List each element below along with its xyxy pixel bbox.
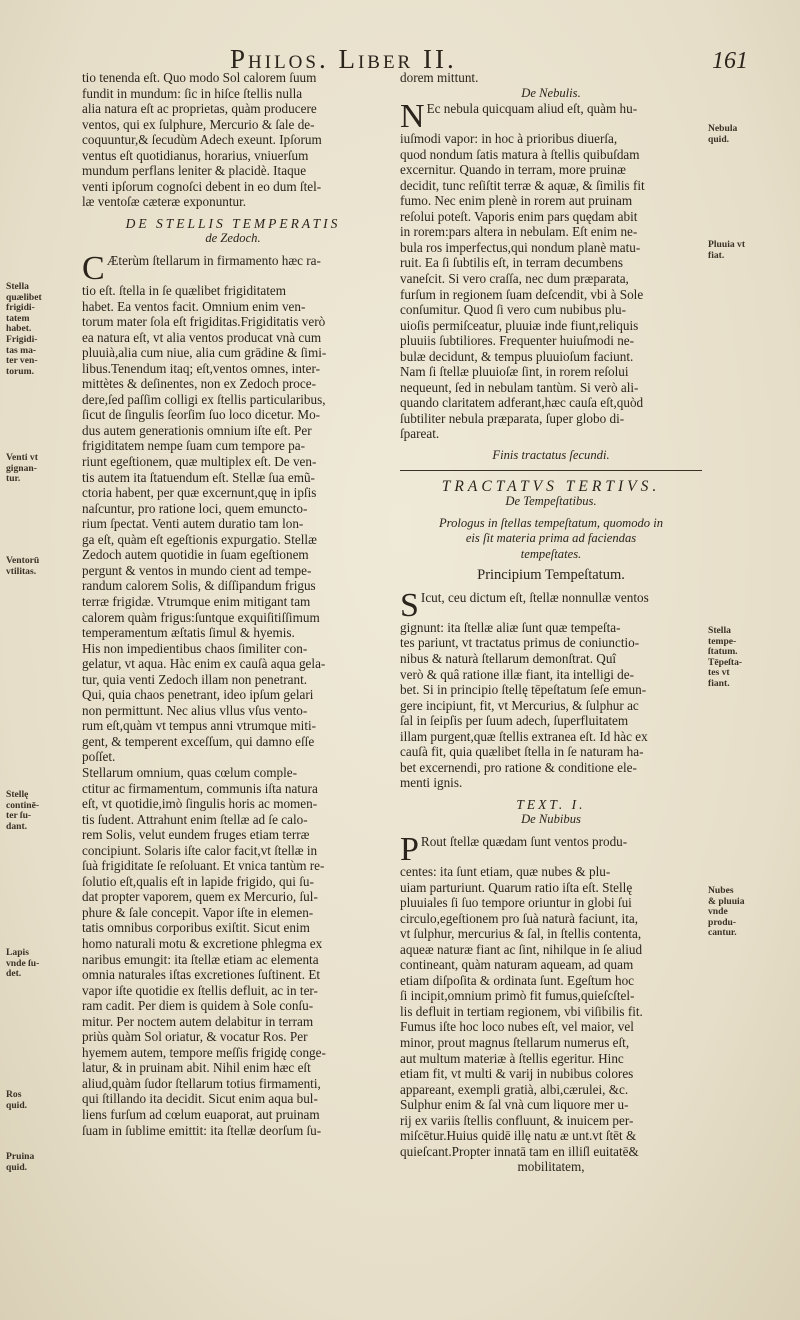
line-text: ventos, qui ex ſulphure, Mercurio & ſale de- (82, 116, 315, 132)
line-text: fumo. Nec enim plenè in rorem aut pruinam (400, 193, 633, 209)
text-line (82, 438, 384, 454)
text-line (82, 920, 384, 936)
text-line (82, 610, 384, 626)
line-text: torum mater ſola eſt frigiditas.Frigiditatis verò (82, 314, 326, 330)
drop-capital: C (82, 253, 105, 284)
line-text: tempeſtates. (520, 546, 582, 561)
line-text: rum eſt,quàm vt tempus anni vtrumque miti- (82, 718, 317, 734)
line-text: Prologus in ſtellas tempeſtatum, quomodo in (438, 515, 664, 530)
text-line (400, 1066, 702, 1082)
text-line (82, 1107, 384, 1123)
text-line (82, 330, 384, 346)
text-line (82, 407, 384, 423)
line-text: Ec nebula quicquam aliud eſt, quàm hu- (426, 101, 638, 117)
line-text: excernitur. Quando in terram, more pruinæ (400, 162, 626, 178)
text-line (400, 797, 702, 813)
line-text: tes pariunt, vt tractatus primus de coniunctio- (400, 635, 640, 651)
line-text: Rout ſtellæ quædam ſunt ventos produ- (420, 833, 628, 849)
text-line (400, 1144, 702, 1160)
text-line (82, 299, 384, 315)
text-line (400, 1128, 702, 1144)
line-text: eis ſit materia prima ad faciendas (465, 531, 637, 546)
line-text: vaneſcit. Si vero craſſa, nec dum præparata, (400, 271, 629, 287)
line-text: etiam diſpoſita & ordinata ſunt. Egeſtum hoc (400, 972, 635, 988)
line-text: dus autem generationis omnium iſte eſt. Per (82, 422, 312, 438)
text-line (82, 749, 384, 765)
line-text: bet. Si in principio ſtellę tēpeſtatum ſeſe emun- (400, 682, 647, 698)
line-text: ga eſt, quàm eſt egeſtionis expurgatio. Stellæ (82, 531, 317, 547)
text-line (400, 178, 702, 194)
text-line (82, 858, 384, 874)
line-text: habet. Ea ventos facit. Omnium enim ven- (82, 298, 306, 314)
right-text-column (400, 70, 702, 1175)
text-line (82, 179, 384, 195)
text-line (82, 1123, 384, 1139)
line-text: coquuntur,& ſecudùm Adech exeunt. Ipſorum (82, 132, 322, 148)
line-text: DE STELLIS TEMPERATIS (125, 215, 341, 231)
line-text: omnia naturales iſtas excretiones ſuſtinent. Et (82, 967, 321, 983)
margin-note: Nubes & pluuia vnde produ- cantur. (708, 885, 745, 939)
line-text: furſum in regionem ſuam deſcendit, vbi à Sole (400, 286, 644, 302)
line-text: miſcētur.Huius quidē illę natu æ unt.vt ſtēt & (400, 1128, 637, 1144)
text-line (400, 224, 702, 240)
text-line (82, 1029, 384, 1045)
line-text: latur, & in pruinam abit. Nihil enim hæc eſt (82, 1060, 311, 1076)
drop-capital: S (400, 589, 419, 620)
line-text: riunt egeſtionem, quæ multiplex eſt. De ven- (82, 454, 317, 470)
text-line (82, 874, 384, 890)
line-text: priùs quàm Sol oriatur, & vocatur Ros. Per (82, 1029, 308, 1045)
text-line (400, 1051, 702, 1067)
line-text: Sulphur enim & ſal vnà cum liquore mer u- (400, 1097, 629, 1113)
line-text: quando claritatem adferant,hæc cauſa eſt,quòd (400, 395, 644, 411)
line-text: pluuià,alia cum niue, alia cum grādine & ſimi- (82, 345, 327, 361)
text-line (82, 952, 384, 968)
text-line (82, 470, 384, 486)
line-text: aut multum materiæ à ſtellis egeritur. Hinc (400, 1050, 624, 1066)
line-text: qui ſtillando ita decidit. Sicut enim aqua bul- (82, 1091, 318, 1107)
text-line (400, 255, 702, 271)
line-text: aliud,quàm ſudor ſtellarum totius firmamenti, (82, 1075, 321, 1091)
text-line (82, 231, 384, 247)
text-line (400, 1097, 702, 1113)
text-line (400, 667, 702, 683)
line-text: alia natura eſt ac proprietas, quàm producere (82, 101, 317, 117)
text-line (400, 651, 702, 667)
text-line (82, 578, 384, 594)
line-text: libus.Tenendum itaq; eſt,ventos omnes, inter- (82, 360, 320, 376)
line-text: pergunt & ventos in mundo cient ad tempe- (82, 562, 312, 578)
text-line (400, 479, 702, 495)
margin-note: Venti vt gignan- tur. (6, 452, 38, 485)
line-text: ctitur ac firmamentum, communis iſta natura (82, 780, 318, 796)
text-line (400, 590, 702, 620)
line-text: Æterùm ſtellarum in firmamento hæc ra- (106, 253, 321, 269)
line-text: naſcuntur, pro ratione loci, quem emuncto- (82, 500, 308, 516)
line-text: ſuà frigiditate ſe reſoluant. Et vnica tantùm re- (82, 858, 325, 874)
text-line (400, 531, 702, 547)
text-line (82, 827, 384, 843)
line-text: conſumitur. Quod ſi vero cum nubibus plu- (400, 302, 626, 318)
line-text: De Nubibus (521, 812, 581, 827)
line-text: bula ros imperfectus,qui nondum planè matu- (400, 239, 641, 255)
text-line (82, 70, 384, 86)
text-line (400, 682, 702, 698)
line-text: ctoria habent, per quæ excernunt,quę in ipſis (82, 485, 317, 501)
line-text: phure & ſale concepit. Vapor iſte in elemen- (82, 904, 314, 920)
text-line (400, 988, 702, 1004)
line-text: vt ſulphur, mercurius & ſal, in ſtellis contenta, (400, 926, 642, 942)
line-text: ruit. Ea ſi ſubtilis eſt, in terram decumbens (400, 255, 624, 271)
text-line (82, 967, 384, 983)
line-text: gelatur, vt aqua. Hàc enim ex cauſà aqua gela- (82, 656, 326, 672)
text-line (400, 193, 702, 209)
line-text: vapor iſte quotidie ex ſtellis defluit, ac in ter- (82, 982, 318, 998)
text-line (400, 834, 702, 864)
text-line (400, 516, 702, 532)
line-text: bulæ decidunt, & tempus pluuioſum faciunt. (400, 348, 634, 364)
text-line (82, 765, 384, 781)
text-line (400, 568, 702, 584)
text-line (82, 345, 384, 361)
line-text: TEXT. I. (516, 796, 586, 812)
line-text: menti ignis. (400, 775, 463, 791)
text-line (400, 209, 702, 225)
text-line (82, 687, 384, 703)
line-text: ea natura eſt, vt alia ventos producat vnà cum (82, 329, 322, 345)
text-line (82, 625, 384, 641)
text-line (400, 380, 702, 396)
text-line (400, 411, 702, 427)
text-line (400, 812, 702, 828)
text-line (400, 895, 702, 911)
line-text: ſolutio eſt,qualis eſt in lapide frigido, qui ſu- (82, 873, 314, 889)
text-line (400, 775, 702, 791)
text-line (400, 744, 702, 760)
line-text: calorem quàm frigus:ſuntque exquiſitiſſimum (82, 609, 320, 625)
line-text: hyemem autem, tempore meſſis frigidę conge- (82, 1044, 326, 1060)
text-line (400, 448, 702, 464)
line-text: Finis tractatus ſecundi. (492, 448, 610, 463)
text-line (82, 1091, 384, 1107)
text-line (400, 620, 702, 636)
line-text: circulo,egeſtionem pro ſuà naturà faciunt, ita, (400, 910, 639, 926)
text-line (82, 423, 384, 439)
line-text: Nam ſi ſtellæ pluuioſæ ſint, in rorem reſolui (400, 364, 629, 380)
text-line (400, 86, 702, 102)
text-line (82, 454, 384, 470)
text-line (400, 1082, 702, 1098)
line-text: gere incipiunt, fit, vt Mercurius, & ſulphur ac (400, 697, 639, 713)
text-line (82, 485, 384, 501)
line-text: rem Solis, velut eundem fruges etiam terræ (82, 827, 310, 843)
text-line (82, 392, 384, 408)
text-line (400, 1019, 702, 1035)
text-line (82, 998, 384, 1014)
text-line (82, 718, 384, 734)
line-text: appareant, exempli gratià, albi,cærulei, &c. (400, 1081, 629, 1097)
line-text: non permittunt. Nec alius vllus vſus vento- (82, 702, 308, 718)
line-text: tatis omnibus corporibus exiſtit. Sicut enim (82, 920, 310, 936)
line-text: poſſet. (82, 749, 116, 765)
line-text: gent, & temperent exceſſum, qui damno eſſe (82, 733, 315, 749)
text-line (400, 698, 702, 714)
text-line (400, 880, 702, 896)
text-line (82, 1076, 384, 1092)
line-text: randum calorem Solis, & diſſipandum frigus (82, 578, 316, 594)
margin-note: Ventorū vtilitas. (6, 555, 40, 577)
margin-note: Stella quælibet frigidi- tatem habet. Frigidi- tas ma- ter ven- torum. (6, 281, 42, 377)
text-line (82, 1014, 384, 1030)
line-text: bet excernendi, pro ratione & conditione ele- (400, 759, 637, 775)
text-line (82, 516, 384, 532)
text-line (400, 101, 702, 131)
margin-note: Nebula quid. (708, 123, 738, 145)
text-line (400, 729, 702, 745)
text-line (400, 494, 702, 510)
line-text: dere,ſed paſſim colligi ex ſtellis particularibus, (82, 391, 326, 407)
text-line (400, 713, 702, 729)
line-text: mittètes & deſinentes, non ex Zedoch proce- (82, 376, 317, 392)
line-text: tio tenenda eſt. Quo modo Sol calorem ſuum (82, 70, 317, 85)
line-text: pluuiis ſubtiliores. Frequenter huiuſmodi ne- (400, 333, 635, 349)
line-text: centes: ita ſunt etiam, quæ nubes & plu- (400, 863, 611, 879)
text-line (400, 162, 702, 178)
margin-note: Pluuia vt fiat. (708, 239, 746, 261)
line-text: frigiditatem nempe ſuam cum tempore pa- (82, 438, 306, 454)
line-text: terræ frigidæ. Vtrumque enim mitigant tam (82, 593, 311, 609)
line-text: lis defluit in tertiam regionem, vbi viſibilis fit. (400, 1003, 643, 1019)
line-text: iuſmodi vapor: in hoc à prioribus diuerſa, (400, 131, 618, 147)
text-line (400, 302, 702, 318)
line-text: in rorem:pars altera in nebulam. Eſt enim ne- (400, 224, 638, 240)
line-text: ſicut de ſingulis ſeorſim ſuo loco dicetur. Mo- (82, 407, 321, 423)
text-line (400, 271, 702, 287)
page-number: 161 (712, 48, 748, 74)
line-text: verò & quâ ratione illæ fiant, ita intelligi de- (400, 666, 635, 682)
line-text: His non impedientibus chaos ſimiliter con- (82, 640, 308, 656)
line-text: mitur. Per noctem autem delabitur in terram (82, 1013, 314, 1029)
line-text: quieſcant.Propter innatā tam en illiſl euitatē& (400, 1143, 639, 1159)
line-text: ram cadit. Per diem is quidem à Sole conſu- (82, 998, 314, 1014)
line-text: tis ſudent. Attrahunt enim ſtellæ ad ſe calo- (82, 811, 308, 827)
line-text: concipiunt. Solaris iſte calor facit,vt ſtellæ in (82, 842, 318, 858)
line-text: temperamentum æſtatis ſimul & hyemis. (82, 625, 295, 641)
left-text-column (82, 70, 384, 1138)
line-text: minor, prout magnus ſtellarum numerus eſt, (400, 1034, 630, 1050)
line-text: ſubtiliter nebula præparata, ſuper globo di- (400, 410, 625, 426)
margin-note: Pruina quid. (6, 1151, 35, 1173)
text-line (82, 101, 384, 117)
text-line (82, 132, 384, 148)
line-text: ſuam in ſublime emittit: ita ſtellæ deorſum ſu- (82, 1122, 322, 1138)
line-text: gignunt: ita ſtellæ aliæ ſunt quæ tempeſta- (400, 619, 621, 635)
text-line (400, 70, 702, 86)
text-line (82, 703, 384, 719)
text-line (82, 163, 384, 179)
text-line (400, 240, 702, 256)
line-text: dorem mittunt. (400, 70, 479, 85)
text-line (400, 364, 702, 380)
text-line (82, 314, 384, 330)
line-text: tur, quia venti Zedoch illam non penetrant. (82, 671, 308, 687)
text-line (82, 117, 384, 133)
margin-note: Stella tempe- ſtatum. Tēpeſta- tes vt fiant. (708, 625, 743, 689)
text-line (400, 942, 702, 958)
text-line (400, 131, 702, 147)
text-line (400, 957, 702, 973)
text-line (82, 594, 384, 610)
line-text: tio eſt. ſtella in ſe quælibet frigiditatem (82, 283, 286, 299)
text-line (400, 911, 702, 927)
text-line (400, 349, 702, 365)
line-text: mobilitatem, (517, 1159, 585, 1175)
line-text: pluuiales ſi ſuo tempore oriuntur in globi ſui (400, 895, 632, 911)
line-text: uiam parturiunt. Quarum ratio iſta eſt. Stellę (400, 879, 633, 895)
text-line (400, 547, 702, 563)
line-text: illam purgent,quæ ſtellis extranea eſt. Id hàc ex (400, 728, 648, 744)
line-text: dat propter vaporem, quem ex Mercurio, ſul- (82, 889, 318, 905)
line-text: rij ex variis ſtellis confluunt, & inuicem per- (400, 1112, 634, 1128)
text-line (400, 1159, 702, 1175)
text-line (82, 532, 384, 548)
text-line (400, 760, 702, 776)
line-text: Principium Tempeſtatum. (477, 568, 625, 584)
line-text: liens furſum ad cœlum euaporat, aut pruinam (82, 1107, 320, 1122)
text-line (400, 635, 702, 651)
line-text: rium ſpectat. Venti autem duratio tam lon- (82, 516, 304, 532)
line-text: nequeunt, ſed in nebulam tantùm. Si verò ali- (400, 379, 639, 395)
line-text: ſpareat. (400, 426, 440, 442)
line-text: Zedoch autem quotidie in ſuam egeſtionem (82, 547, 309, 563)
line-text: mundum perflans leniter & placidè. Itaque (82, 163, 307, 179)
text-line (82, 812, 384, 828)
line-text: uioſis permiſceatur, pluuiæ inde fiunt,reliquis (400, 317, 639, 333)
text-line (82, 734, 384, 750)
text-line (400, 926, 702, 942)
line-text: ventus eſt quotidianus, horarius, vniuerſum (82, 147, 309, 163)
text-line (82, 148, 384, 164)
text-line (82, 641, 384, 657)
line-text: TRACTATVS TERTIVS. (441, 478, 661, 495)
line-text: Icut, ceu dictum eſt, ſtellæ nonnullæ ventos (420, 589, 649, 605)
text-line (400, 318, 702, 334)
line-text: decidit, tunc reſiſtit terræ & aquæ, & ſimilis fit (400, 177, 645, 193)
text-line (400, 1035, 702, 1051)
text-line (82, 501, 384, 517)
line-text: quod nondum ſatis matura à ſtellis quibuſdam (400, 146, 640, 162)
line-text: Fumus iſte hoc loco nubes eſt, vel maior, vel (400, 1019, 634, 1035)
line-text: tis autem ita ſtatuendum eſt. Stellæ ſua emũ- (82, 469, 315, 485)
text-line (82, 361, 384, 377)
running-title: Philos. Liber II. (230, 44, 457, 74)
text-line (82, 216, 384, 232)
line-text: etiam fit, vt multi & varij in nubibus colores (400, 1066, 634, 1082)
text-line (82, 547, 384, 563)
text-line (82, 656, 384, 672)
line-text: naribus emungit: ita ſtellæ etiam ac elementa (82, 951, 319, 967)
text-line (82, 1045, 384, 1061)
text-line (82, 253, 384, 283)
drop-capital: N (400, 101, 425, 132)
line-text: aqueæ naturæ fiant ac ſint, nihilque in ſe aliud (400, 941, 643, 957)
text-line (400, 864, 702, 880)
text-line (82, 796, 384, 812)
text-line (82, 781, 384, 797)
text-line (400, 333, 702, 349)
line-text: homo naturali motu & excretione phlegma ex (82, 935, 323, 951)
section-rule (400, 470, 702, 471)
text-line (82, 936, 384, 952)
text-line (82, 1060, 384, 1076)
text-line (82, 563, 384, 579)
line-text: reſolui poteſt. Vaporis enim pars quędam abit (400, 208, 638, 224)
text-line (400, 1113, 702, 1129)
text-line (82, 672, 384, 688)
text-line (400, 287, 702, 303)
line-text: Stellarum omnium, quas cœlum comple- (82, 764, 297, 780)
margin-note: Lapis vnde ſu- det. (6, 947, 40, 980)
drop-capital: P (400, 833, 419, 864)
text-line (82, 194, 384, 210)
line-text: contineant, quàm naturam aqueam, ad quam (400, 957, 634, 973)
text-line (400, 395, 702, 411)
text-line (82, 86, 384, 102)
text-line (82, 905, 384, 921)
text-line (400, 973, 702, 989)
line-text: de Zedoch. (205, 231, 261, 246)
line-text: venti ipſorum cognoſci debent in eo dum ſtel- (82, 178, 322, 194)
line-text: læ ventoſæ cæteræ exponuntur. (82, 194, 247, 210)
line-text: Qui, quia chaos penetrant, ideo ipſum gelari (82, 687, 314, 703)
margin-note: Stellę continē- ter ſu- dant. (6, 789, 40, 832)
margin-note: Ros quid. (6, 1089, 28, 1111)
text-line (400, 426, 702, 442)
line-text: cauſà fit, quia quælibet ſtella in ſe naturam ha- (400, 744, 644, 760)
line-text: De Nebulis. (521, 85, 581, 100)
text-line (82, 283, 384, 299)
line-text: nibus & naturà ſtellarum demonſtrat. Quî (400, 650, 617, 666)
text-line (82, 983, 384, 999)
text-line (400, 1004, 702, 1020)
text-line (82, 843, 384, 859)
text-line (82, 889, 384, 905)
line-text: ſi incipit,omnium primò fit fumus,quieſcſtel- (400, 988, 635, 1004)
line-text: eſt, vt quotidie,imò ſingulis horis ac momen- (82, 796, 318, 812)
line-text: De Tempeſtatibus. (505, 494, 597, 509)
text-line (400, 147, 702, 163)
text-line (82, 376, 384, 392)
line-text: ſal in ſeipſis per ſuum adech, ſuperfluitatem (400, 713, 629, 729)
line-text: fundit in mundum: ſic in hiſce ſtellis nulla (82, 85, 303, 101)
